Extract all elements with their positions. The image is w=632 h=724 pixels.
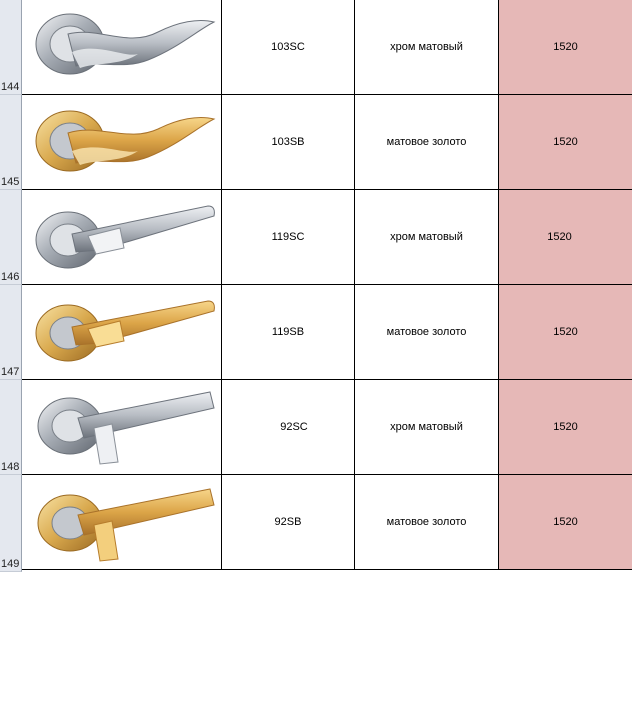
price-cell[interactable] xyxy=(499,190,632,285)
price-value: 1520 xyxy=(553,516,578,528)
price-value: 1520 xyxy=(553,41,578,53)
gold-wave-lever-handle-image xyxy=(28,103,218,183)
row-number: 146 xyxy=(1,271,20,283)
article-code: 103SB xyxy=(271,136,305,148)
product-image-cell[interactable] xyxy=(22,285,222,380)
chrome-square-lever-handle-image xyxy=(28,388,218,468)
price-cell[interactable] xyxy=(499,0,632,95)
row-header[interactable] xyxy=(0,190,22,285)
finish-cell[interactable] xyxy=(355,475,499,570)
row-number: 144 xyxy=(1,81,20,93)
row-number: 148 xyxy=(1,461,20,473)
product-image-cell[interactable] xyxy=(22,475,222,570)
article-code: 92SB xyxy=(274,516,302,528)
price-cell[interactable] xyxy=(499,95,632,190)
row-number: 147 xyxy=(1,366,20,378)
article-code: 119SB xyxy=(271,326,305,338)
price-cell[interactable] xyxy=(499,380,632,475)
product-image-cell[interactable] xyxy=(22,95,222,190)
finish-cell[interactable] xyxy=(355,380,499,475)
table-row xyxy=(0,95,632,190)
row-header[interactable] xyxy=(0,95,22,190)
article-cell[interactable] xyxy=(222,285,355,380)
finish-name: матовое золото xyxy=(386,516,467,528)
row-number: 145 xyxy=(1,176,20,188)
price-value: 1520 xyxy=(553,136,578,148)
product-image-cell[interactable] xyxy=(22,190,222,285)
row-header[interactable] xyxy=(0,380,22,475)
price-value: 1520 xyxy=(553,326,578,338)
product-image-cell[interactable] xyxy=(22,380,222,475)
price-value: 1520 xyxy=(547,231,572,243)
table-row xyxy=(0,475,632,572)
table-row xyxy=(0,380,632,475)
finish-cell[interactable] xyxy=(355,285,499,380)
article-code: 103SC xyxy=(271,41,305,53)
finish-name: матовое золото xyxy=(386,326,467,338)
article-cell[interactable] xyxy=(222,380,355,475)
finish-name: хром матовый xyxy=(390,41,463,53)
price-cell[interactable] xyxy=(499,285,632,380)
price-cell[interactable] xyxy=(499,475,632,570)
finish-cell[interactable] xyxy=(355,190,499,285)
finish-name: хром матовый xyxy=(390,231,463,243)
row-header[interactable] xyxy=(0,475,22,572)
gold-square-lever-handle-image xyxy=(28,483,218,563)
finish-cell[interactable] xyxy=(355,95,499,190)
article-code: 92SC xyxy=(280,421,308,433)
product-image-cell[interactable] xyxy=(22,0,222,95)
article-cell[interactable] xyxy=(222,190,355,285)
finish-name: хром матовый xyxy=(390,421,463,433)
table-row xyxy=(0,285,632,380)
chrome-wave-lever-handle-image xyxy=(28,8,218,88)
article-cell[interactable] xyxy=(222,0,355,95)
chrome-straight-lever-handle-image xyxy=(28,198,218,278)
row-number: 149 xyxy=(1,558,20,570)
article-cell[interactable] xyxy=(222,95,355,190)
price-value: 1520 xyxy=(553,421,578,433)
row-header[interactable] xyxy=(0,285,22,380)
article-code: 119SC xyxy=(271,231,305,243)
row-header[interactable] xyxy=(0,0,22,95)
gold-straight-lever-handle-image xyxy=(28,293,218,373)
finish-name: матовое золото xyxy=(386,136,467,148)
table-row xyxy=(0,190,632,285)
article-cell[interactable] xyxy=(222,475,355,570)
table-row xyxy=(0,0,632,95)
finish-cell[interactable] xyxy=(355,0,499,95)
